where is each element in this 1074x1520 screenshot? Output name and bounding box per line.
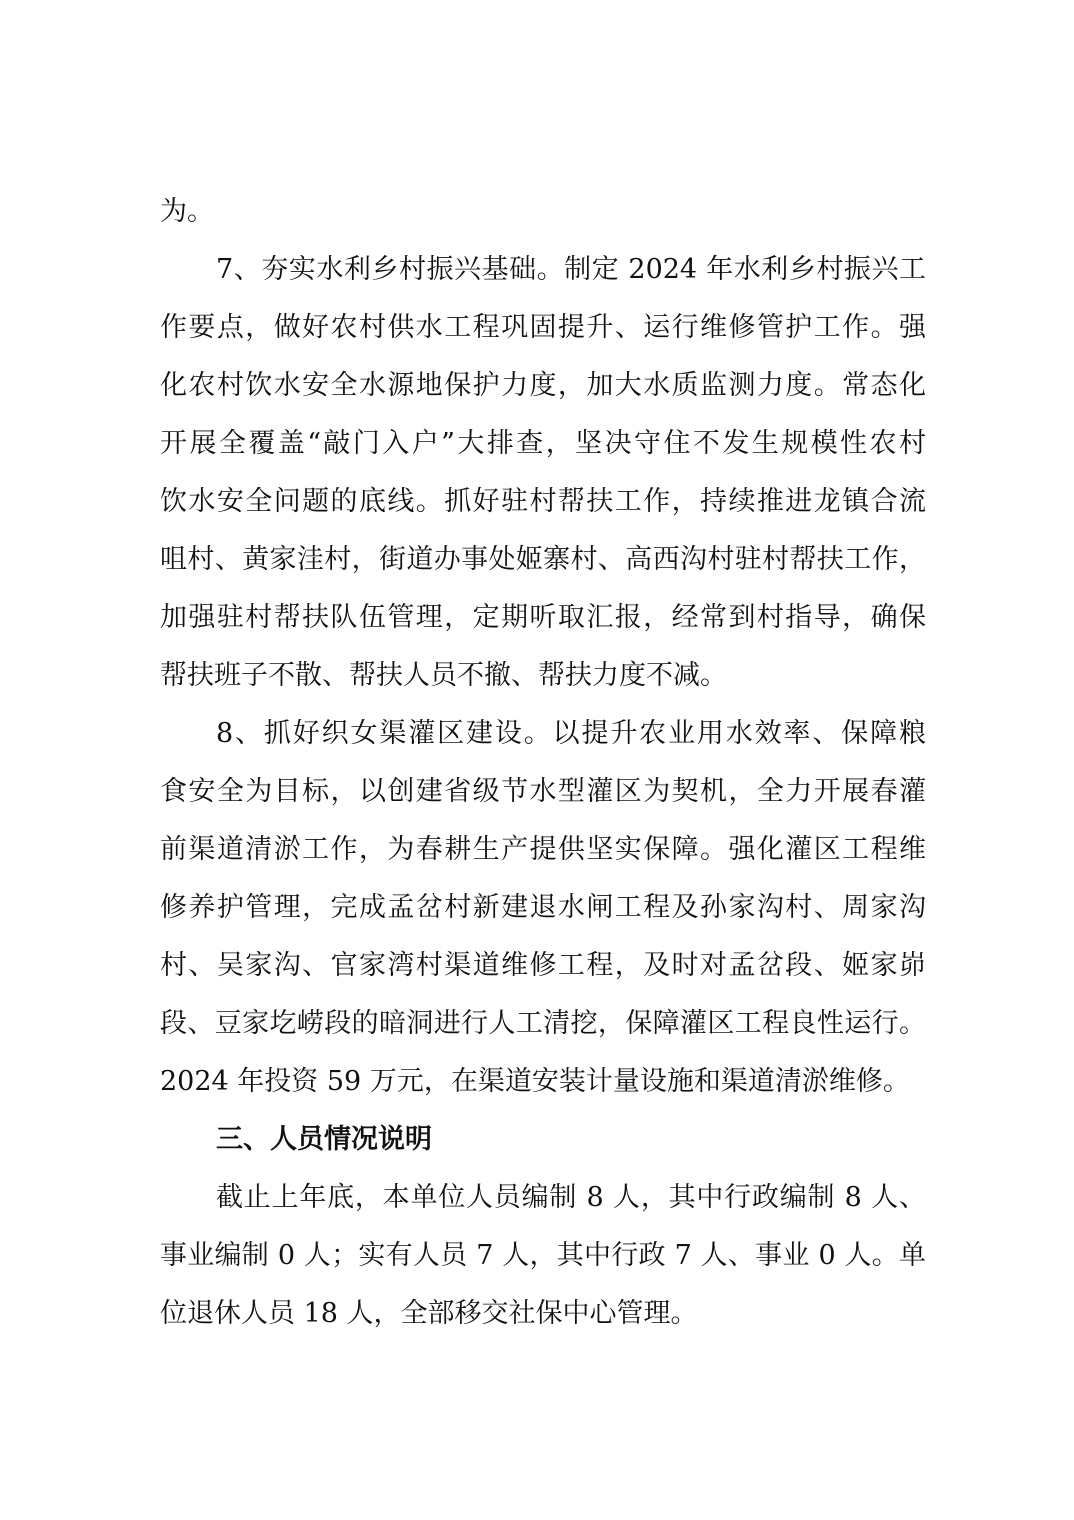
paragraph-7-line-1: 7、夯实水利乡村振兴基础。制定 2024 年水利乡村振兴工 [216, 254, 926, 285]
paragraph-8-line-2: 食安全为目标，以创建省级节水型灌区为契机，全力开展春灌 [160, 776, 926, 807]
paragraph-8-line-6: 段、豆家圪崂段的暗洞进行人工清挖，保障灌区工程良性运行。 [160, 1008, 926, 1039]
paragraph-7-line-2: 作要点，做好农村供水工程巩固提升、运行维修管护工作。强 [160, 312, 926, 343]
paragraph-7-line-5: 饮水安全问题的底线。抓好驻村帮扶工作，持续推进龙镇合流 [160, 486, 926, 517]
paragraph-personnel-line-2: 事业编制 0 人；实有人员 7 人，其中行政 7 人、事业 0 人。单 [160, 1240, 926, 1271]
paragraph-8-line-1: 8、抓好织女渠灌区建设。以提升农业用水效率、保障粮 [216, 718, 926, 749]
paragraph-7-line-4: 开展全覆盖“敲门入户”大排查，坚决守住不发生规模性农村 [160, 428, 926, 459]
paragraph-8-line-4: 修养护管理，完成孟岔村新建退水闸工程及孙家沟村、周家沟 [160, 892, 926, 923]
paragraph-7-line-7: 加强驻村帮扶队伍管理，定期听取汇报，经常到村指导，确保 [160, 602, 926, 633]
paragraph-7-line-6: 咀村、黄家洼村，街道办事处姬寨村、高西沟村驻村帮扶工作， [160, 544, 926, 575]
paragraph-personnel-line-3: 位退休人员 18 人，全部移交社保中心管理。 [160, 1298, 698, 1329]
paragraph-6-end: 为。 [160, 196, 214, 227]
paragraph-7-line-8: 帮扶班子不散、帮扶人员不撤、帮扶力度不减。 [160, 660, 727, 691]
paragraph-8-line-5: 村、吴家沟、官家湾村渠道维修工程，及时对孟岔段、姬家峁 [160, 950, 926, 981]
paragraph-7-line-3: 化农村饮水安全水源地保护力度，加大水质监测力度。常态化 [160, 370, 926, 401]
paragraph-personnel-line-1: 截止上年底，本单位人员编制 8 人，其中行政编制 8 人、 [216, 1182, 926, 1213]
section-heading-personnel: 三、人员情况说明 [216, 1124, 432, 1155]
paragraph-8-line-3: 前渠道清淤工作，为春耕生产提供坚实保障。强化灌区工程维 [160, 834, 926, 865]
paragraph-8-line-7: 2024 年投资 59 万元，在渠道安装计量设施和渠道清淤维修。 [160, 1066, 910, 1097]
